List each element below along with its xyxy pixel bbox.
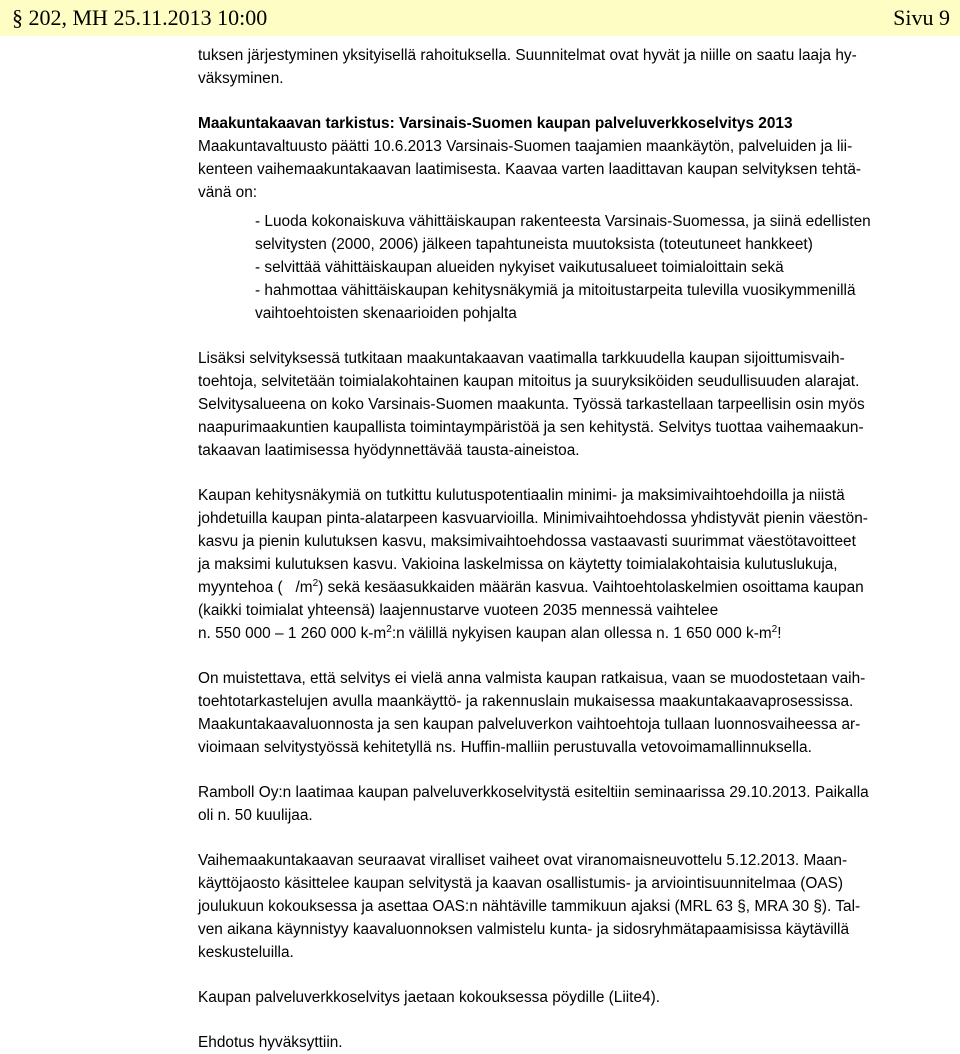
text-line: (kaikki toimialat yhteensä) laajennustarve vuoteen 2035 mennessä vaihtelee — [198, 602, 719, 619]
text-line: Maakuntakaavaluonnosta ja sen kaupan palveluverkon vaihtoehtoja tullaan luonnosvaiheessa ar- — [198, 716, 861, 733]
text-line: toehtoja, selvitetään toimialakohtainen kaupan mitoitus ja suuryksiköiden seudullisuuden alarajat. — [198, 373, 860, 390]
text-line: kasvu ja pienin kulutuksen kasvu, maksimivaihtoehdossa vastaavasti suurimmat väestötavoitteet — [198, 533, 856, 550]
list-item: - hahmottaa vähittäiskaupan kehitysnäkymiä ja mitoitustarpeita tulevilla vuosikymmenillä — [255, 282, 856, 299]
text-line: joulukuun kokouksessa ja asettaa OAS:n nähtäville tammikuun ajaksi (MRL 63 §, MRA 30 §). Tal- — [198, 898, 861, 915]
paragraph-5 — [198, 781, 888, 827]
paragraph-7: Kaupan palveluverkkoselvitys jaetaan kokouksessa pöydille (Liite4). — [198, 989, 660, 1006]
text-line: vänä on: — [198, 184, 258, 201]
text-line: takaavan laatimisessa hyödynnettävää tausta-aineistoa. — [198, 442, 580, 459]
text-line: kenteen vaihemaakuntakaavan laatimisesta. Kaavaa varten laadittavan kaupan selvityksen tehtä- — [198, 161, 862, 178]
list-item: selvitysten (2000, 2006) jälkeen tapahtuneista muutoksista (toteutuneet hankkeet) — [255, 236, 813, 253]
paragraph-1 — [198, 135, 888, 204]
paragraph-6 — [198, 849, 888, 964]
text-line: Lisäksi selvityksessä tutkitaan maakuntakaavan vaatimalla tarkkuudella kaupan sijoittumisvaih- — [198, 350, 845, 367]
text-line: oli n. 50 kuulijaa. — [198, 807, 313, 824]
paragraph-4 — [198, 667, 888, 759]
text-line: naapurimaakuntien kaupallista toimintaympäristöä ja sen kehitystä. Selvitys tuottaa vaihemaakun- — [198, 419, 864, 436]
page-header — [0, 0, 960, 36]
text-line: johdetuilla kaupan pinta-alatarpeen kasvuarvioilla. Minimivaihtoehdossa yhdistyvät pienin väestön- — [198, 510, 868, 527]
header-section-date: § 202, MH 25.11.2013 10:00 — [12, 5, 268, 30]
text-line: n. 550 000 – 1 260 000 $k-m^2:n$ välillä nykyisen kaupan alan ollessa n. 1 650 000 $k-m^2$! — [198, 623, 782, 642]
text-line: ja maksimi kulutuksen kasvu. Vakioina laskelmissa on käytetty toimialakohtaisia kulutuslukuja, — [198, 556, 838, 573]
text-line: väksyminen. — [198, 70, 284, 87]
list-item: - selvittää vähittäiskaupan alueiden nykyiset vaikutusalueet toimialoittain sekä — [255, 259, 784, 276]
text-line: Ramboll Oy:n laatimaa kaupan palveluverkkoselvitystä esiteltiin seminaarissa 29.10.2013. Paikalla — [198, 784, 869, 801]
text-line: toehtotarkastelujen avulla maankäyttö- ja rakennuslain mukaisessa maakuntakaavaprosessissa. — [198, 693, 854, 710]
text-line: Maakuntavaltuusto päätti 10.6.2013 Varsinais-Suomen taajamien maankäytön, palveluiden ja lii- — [198, 138, 853, 155]
list-item: vaihtoehtoisten skenaarioiden pohjalta — [255, 305, 517, 322]
text-line: tuksen järjestyminen yksityisellä rahoituksella. Suunnitelmat ovat hyvät ja niille on saatu laaja hy- — [198, 47, 857, 64]
section-heading: Maakuntakaavan tarkistus: Varsinais-Suomen kaupan palveluverkkoselvitys 2013 — [198, 115, 793, 132]
text-line: myyntehoa ( $/m^2$) sekä kesäasukkaiden määrän kasvua. Vaihtoehtolaskelmien osoittama kaupan — [198, 577, 864, 596]
text-line: käyttöjaosto käsittelee kaupan selvitystä ja kaavan osallistumis- ja arviointisuunnitelmaa (OAS) — [198, 875, 844, 892]
paragraph-3 — [198, 484, 888, 645]
text-line: keskusteluilla. — [198, 944, 294, 961]
text-line: Kaupan kehitysnäkymiä on tutkittu kulutuspotentiaalin minimi- ja maksimivaihtoehdoilla ja niistä — [198, 487, 845, 504]
decision-paragraph: Ehdotus hyväksyttiin. — [198, 1034, 343, 1051]
text-line: On muistettava, että selvitys ei vielä anna valmista kaupan ratkaisua, vaan se muodostetaan vaih- — [198, 670, 866, 687]
intro-paragraph — [198, 44, 888, 90]
document-body — [198, 44, 888, 1054]
list-item: - Luoda kokonaiskuva vähittäiskaupan rakenteesta Varsinais-Suomessa, ja siinä edellisten — [255, 213, 871, 230]
text-line: vioimaan selvitystyössä kehitetyllä ns. Huffin-malliin perustuvalla vetovoimamallinnuksella. — [198, 739, 812, 756]
header-page-number: Sivu 9 — [893, 5, 950, 30]
text-line: ven aikana käynnistyy kaavaluonnoksen valmistelu kunta- ja sidosryhmätapaamisissa käytävillä — [198, 921, 850, 938]
text-line: Vaihemaakuntakaavan seuraavat viralliset vaiheet ovat viranomaisneuvottelu 5.12.2013. Maan- — [198, 852, 848, 869]
text-line: Selvitysalueena on koko Varsinais-Suomen maakunta. Työssä tarkastellaan tarpeellisin osin myös — [198, 396, 865, 413]
task-list — [255, 210, 888, 325]
paragraph-2 — [198, 347, 888, 462]
